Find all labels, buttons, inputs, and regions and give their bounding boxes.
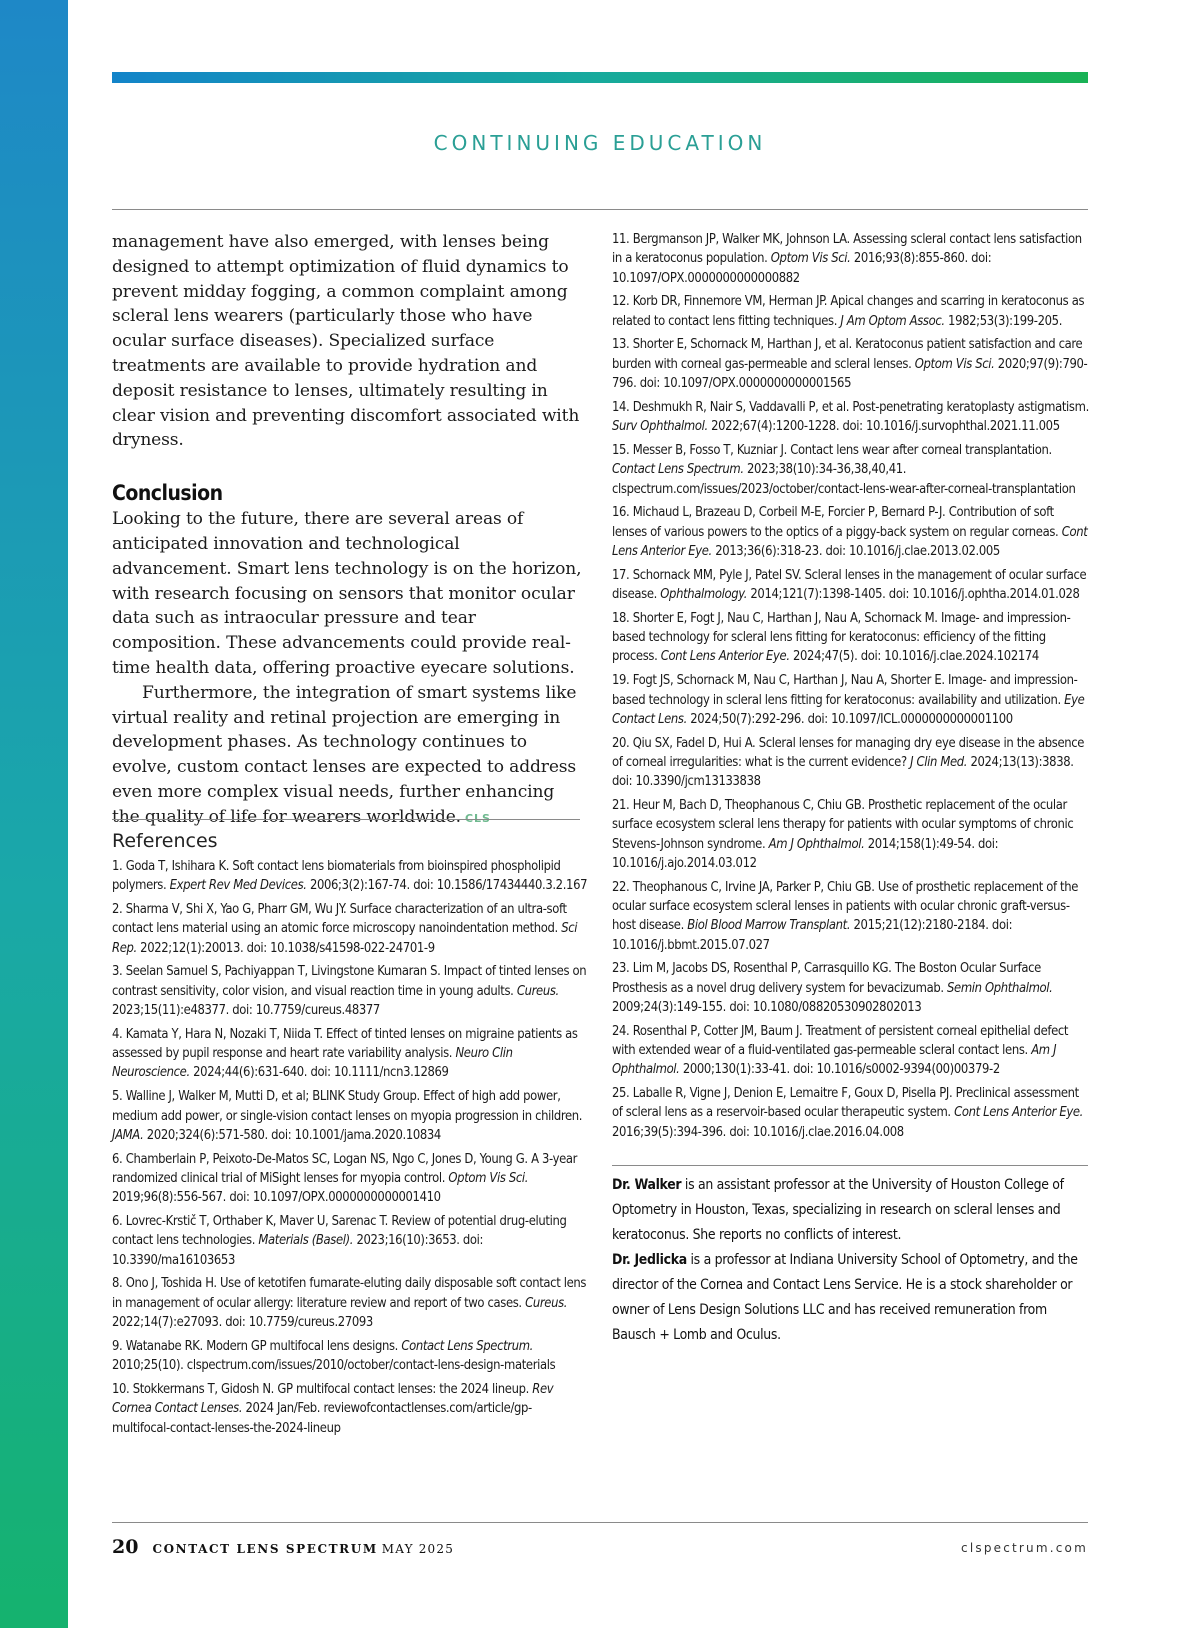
reference-citation: 2022;67(4):1200-1228. doi: 10.1016/j.survophthal.2021.11.005 (707, 419, 1060, 435)
reference-text: 5. Walline J, Walker M, Mutti D, et al; BLINK Study Group. Effect of high add power, medium add power, or single-vision contact lenses on myopia progression in children. (112, 1089, 583, 1124)
reference-citation: 2020;324(6):571-580. doi: 10.1001/jama.2020.10834 (143, 1127, 441, 1143)
issue-date: MAY 2025 (381, 1542, 455, 1556)
reference-text: 6. Lovrec-Krstič T, Orthaber K, Maver U, Sarenac T. Review of potential drug-eluting contact lens technologies. (112, 1214, 567, 1249)
reference-journal: Expert Rev Med Devices. (169, 878, 307, 894)
reference-journal: Neuro Clin Neuroscience. (112, 1046, 513, 1081)
reference-text: 16. Michaud L, Brazeau D, Corbeil M-E, Forcier P, Bernard P-J. Contribution of soft lenses of various powers to the optics of a piggy-back system on regular corneas. (612, 505, 1062, 540)
reference-text: 3. Seelan Samuel S, Pachiyappan T, Livingstone Kumaran S. Impact of tinted lenses on contrast sensitivity, color vision, and visual reaction time in young adults. (112, 964, 587, 999)
reference-item (112, 900, 588, 958)
reference-text: 24. Rosenthal P, Cotter JM, Baum J. Treatment of persistent corneal epithelial defect with extended wear of a fluid-ventilated gas-permeable scleral contact lens. (612, 1023, 1069, 1059)
reference-citation: 2022;14(7):e27093. doi: 10.7759/cureus.27093 (112, 1315, 373, 1331)
reference-journal: Cont Lens Anterior Eye. (612, 524, 1088, 559)
reference-text: 4. Kamata Y, Hara N, Nozaki T, Niida T. Effect of tinted lenses on migraine patients as assessed by pupil response and heart rate variability analysis. (112, 1026, 578, 1062)
reference-text: 2. Sharma V, Shi X, Yao G, Pharr GM, Wu JY. Surface characterization of an ultra-soft contact lens material using an atomic force microscopy nanoindentation method. (112, 902, 567, 937)
reference-text: 22. Theophanous C, Irvine JA, Parker P, Chiu GB. Use of prosthetic replacement of the ocular surface ecosystem scleral lenses in patients with ocular chronic graft-versus-host disease. (612, 879, 1079, 934)
reference-journal: Surv Ophthalmol. (612, 419, 708, 435)
paragraph-text: Furthermore, the integration of smart systems like virtual reality and retinal projection are emerging in development phases. As technology continues to evolve, custom contact lenses are expected to address even more complex visual needs, further enhancing the quality of life for wearers worldwide. (112, 682, 577, 827)
footer-left (112, 1536, 454, 1558)
reference-citation: 2024 Jan/Feb. reviewofcontactlenses.com/article/gp-multifocal-contact-lenses-the-2024-lineup (112, 1401, 532, 1436)
reference-journal: Optom Vis Sci. (448, 1170, 529, 1186)
references-list-left (112, 857, 588, 1442)
reference-item (612, 292, 1090, 331)
reference-item (612, 335, 1090, 393)
reference-item (612, 566, 1090, 605)
body-paragraph (112, 681, 582, 832)
reference-journal: Rev Cornea Contact Lenses. (112, 1381, 554, 1417)
reference-journal: Cureus. (525, 1295, 568, 1311)
reference-item (612, 1022, 1090, 1080)
reference-citation: 2024;47(5). doi: 10.1016/j.clae.2024.102174 (789, 649, 1039, 665)
reference-text: 1. Goda T, Ishihara K. Soft contact lens biomaterials from bioinspired phospholipid polymers. (112, 859, 561, 894)
reference-item (112, 1087, 588, 1145)
page-number: 20 (112, 1536, 139, 1558)
reference-journal: JAMA. (112, 1127, 144, 1143)
reference-citation: 1982;53(3):199-205. (944, 313, 1063, 329)
reference-journal: Am J Ophthalmol. (768, 836, 865, 852)
reference-citation: 2016;93(8):855-860. doi: 10.1097/OPX.0000000000000882 (612, 251, 992, 286)
reference-text: 23. Lim M, Jacobs DS, Rosenthal P, Carrasquillo KG. The Boston Ocular Surface Prosthesis as a novel drug delivery system for bevacizumab. (612, 961, 1041, 996)
reference-journal: Optom Vis Sci. (770, 251, 851, 267)
reference-text: 18. Shorter E, Fogt J, Nau C, Harthan J, Nau A, Schornack M. Image- and impression-based technology for scleral lens fitting for keratoconus: efficiency of the fitting process. (612, 610, 1071, 665)
section-label: CONTINUING EDUCATION (433, 131, 767, 155)
reference-citation: 2024;13(13):3838. doi: 10.3390/jcm13133838 (612, 754, 1074, 790)
reference-item (112, 857, 588, 896)
reference-text: 17. Schornack MM, Pyle J, Patel SV. Scleral lenses in the management of ocular surface disease. (612, 567, 1087, 603)
reference-item (112, 1380, 588, 1438)
footer-rule (112, 1522, 1088, 1523)
reference-item (612, 441, 1090, 499)
reference-journal: Cureus. (516, 983, 559, 999)
references-rule (112, 819, 580, 820)
references-title: References (112, 830, 218, 852)
reference-journal: Ophthalmology. (660, 587, 748, 603)
reference-citation: 2020;97(9):790-796. doi: 10.1097/OPX.0000000000001565 (612, 356, 1088, 392)
reference-text: 10. Stokkermans T, Gidosh N. GP multifocal contact lenses: the 2024 lineup. (112, 1381, 533, 1397)
end-mark: CLS (464, 811, 491, 825)
reference-text: 9. Watanabe RK. Modern GP multifocal lens designs. (112, 1338, 402, 1354)
reference-journal: Optom Vis Sci. (914, 356, 995, 372)
conclusion-heading: Conclusion (112, 481, 223, 506)
reference-item (612, 609, 1090, 667)
reference-citation: 2000;130(1):33-41. doi: 10.1016/s0002-9394(00)00379-2 (679, 1062, 1000, 1078)
reference-journal: Sci Rep. (112, 921, 578, 956)
article-body (112, 230, 582, 832)
reference-journal: Cont Lens Anterior Eye. (954, 1105, 1084, 1121)
reference-text: 12. Korb DR, Finnemore VM, Herman JP. Apical changes and scarring in keratoconus as related to contact lens fitting techniques. (612, 294, 1085, 329)
reference-journal: Materials (Basel). (258, 1233, 354, 1249)
reference-item (112, 1274, 588, 1332)
reference-citation: 2023;16(10):3653. doi: 10.3390/ma16103653 (112, 1233, 484, 1268)
reference-text: 19. Fogt JS, Schornack M, Nau C, Harthan J, Nau A, Shorter E. Image- and impression-based technology in scleral lens fitting for keratoconus: availability and utilization. (612, 673, 1078, 708)
reference-item (612, 398, 1090, 437)
reference-citation: 2019;96(8):556-567. doi: 10.1097/OPX.0000000000001410 (112, 1190, 441, 1206)
reference-text: 25. Laballe R, Vigne J, Denion E, Lemaitre F, Goux D, Pisella PJ. Preclinical assessment of scleral lens as a reservoir-based ocular therapeutic system. (612, 1086, 1079, 1121)
reference-citation: 2014;121(7):1398-1405. doi: 10.1016/j.ophtha.2014.01.028 (747, 587, 1080, 603)
body-paragraph: Looking to the future, there are several areas of anticipated innovation and technological advancement. Smart lens technology is on the horizon, with research focusing on sensors that monitor ocular data such as intraocular pressure and tear composition. These advancements could provide real-time health data, offering proactive eyecare solutions. (112, 509, 582, 678)
reference-journal: J Clin Med. (910, 754, 968, 770)
side-color-bar (0, 0, 68, 1628)
reference-journal: J Am Optom Assoc. (840, 313, 945, 329)
reference-text: 13. Shorter E, Schornack M, Harthan J, et al. Keratoconus patient satisfaction and care burden with corneal gas-permeable and scleral lenses. (612, 337, 1083, 372)
reference-journal: Eye Contact Lens. (612, 692, 1085, 727)
reference-text: 14. Deshmukh R, Nair S, Vaddavalli P, et al. Post-penetrating keratoplasty astigmatism. (612, 399, 1089, 415)
bio-rule (612, 1165, 1088, 1166)
reference-citation: 2022;12(1):20013. doi: 10.1038/s41598-022-24701-9 (136, 940, 435, 956)
reference-item (612, 1084, 1090, 1142)
reference-journal: Biol Blood Marrow Transplant. (687, 918, 851, 934)
reference-citation: 2014;158(1):49-54. doi: 10.1016/j.ajo.2014.03.012 (612, 836, 999, 871)
top-color-bar (112, 72, 1088, 83)
author-bio (612, 1248, 1090, 1348)
reference-citation: 2009;24(3):149-155. doi: 10.1080/08820530902802013 (612, 999, 922, 1015)
author-name: Dr. Walker (612, 1177, 682, 1193)
reference-text: 11. Bergmanson JP, Walker MK, Johnson LA. Assessing scleral contact lens satisfaction in a keratoconus population. (612, 232, 1082, 267)
reference-citation: 2013;36(6):318-23. doi: 10.1016/j.clae.2013.02.005 (711, 543, 1000, 559)
reference-text: 8. Ono J, Toshida H. Use of ketotifen fumarate-eluting daily disposable soft contact lens in management of ocular allergy: literature review and report of two cases. (112, 1276, 587, 1311)
reference-citation: 2023;38(10):34-36,38,40,41. clspectrum.com/issues/2023/october/contact-lens-wear-after-corneal-transplantation (612, 462, 1076, 497)
reference-item (112, 1150, 588, 1208)
reference-citation: 2024;50(7):292-296. doi: 10.1097/ICL.0000000000001100 (686, 711, 1013, 727)
reference-text: 21. Heur M, Bach D, Theophanous C, Chiu GB. Prosthetic replacement of the ocular surface ecosystem scleral lens therapy for patients with ocular symptoms of chronic Stevens-Johnson syndrome. (612, 798, 1074, 852)
reference-item (112, 1025, 588, 1083)
reference-text: 20. Qiu SX, Fadel D, Hui A. Scleral lenses for managing dry eye disease in the absence of corneal irregularities: what is the current evidence? (612, 735, 1085, 770)
reference-item (612, 959, 1090, 1017)
header-rule (112, 209, 1088, 210)
reference-citation: 2015;21(12):2180-2184. doi: 10.1016/j.bbmt.2015.07.027 (612, 918, 1013, 953)
reference-text: 6. Chamberlain P, Peixoto-De-Matos SC, Logan NS, Ngo C, Jones D, Young G. A 3-year randomized clinical trial of MiSight lenses for myopia control. (112, 1151, 578, 1186)
reference-item (612, 734, 1090, 792)
reference-text: 15. Messer B, Fosso T, Kuzniar J. Contact lens wear after corneal transplantation. (612, 442, 1052, 458)
author-bio-text: is an assistant professor at the University of Houston College of Optometry in Houston, Texas, specializing in research on scleral lenses and keratoconus. She reports no conflicts of interest. (612, 1177, 1064, 1243)
reference-citation: 2024;44(6):631-640. doi: 10.1111/ncn3.12869 (189, 1065, 449, 1081)
reference-citation: 2006;3(2):167-74. doi: 10.1586/17434440.3.2.167 (306, 878, 588, 894)
references-list-right (612, 230, 1090, 1147)
author-name: Dr. Jedlicka (612, 1252, 687, 1268)
body-paragraph: management have also emerged, with lenses being designed to attempt optimization of fluid dynamics to prevent midday fogging, a common complaint among scleral lens wearers (particularly those who have ocular surface diseases). Specialized surface treatments are available to provide hydration and deposit resistance to lenses, ultimately resulting in clear vision and preventing discomfort associated with dryness. (112, 232, 580, 451)
author-bio-text: is a professor at Indiana University School of Optometry, and the director of the Cornea and Contact Lens Service. He is a stock shareholder or owner of Lens Design Solutions LLC and has received remuneration from Bausch + Lomb and Oculus. (612, 1252, 1078, 1343)
reference-journal: Am J Ophthalmol. (612, 1043, 1057, 1078)
reference-item (112, 962, 588, 1020)
author-bio (612, 1173, 1090, 1248)
magazine-name: CONTACT LENS SPECTRUM (152, 1542, 378, 1556)
reference-item (112, 1212, 588, 1270)
reference-journal: Semin Ophthalmol. (947, 980, 1053, 996)
reference-citation: 2016;39(5):394-396. doi: 10.1016/j.clae.2016.04.008 (612, 1124, 904, 1140)
reference-journal: Contact Lens Spectrum. (401, 1338, 533, 1354)
author-bios (612, 1173, 1090, 1348)
reference-citation: 2023;15(11):e48377. doi: 10.7759/cureus.48377 (112, 1003, 380, 1019)
reference-item (612, 796, 1090, 873)
website: clspectrum.com (961, 1541, 1088, 1555)
reference-journal: Cont Lens Anterior Eye. (660, 649, 790, 665)
reference-item (112, 1337, 588, 1376)
reference-item (612, 878, 1090, 955)
reference-item (612, 503, 1090, 561)
reference-item (612, 671, 1090, 729)
reference-journal: Contact Lens Spectrum. (612, 462, 744, 478)
reference-citation: 2010;25(10). clspectrum.com/issues/2010/october/contact-lens-design-materials (112, 1358, 556, 1374)
reference-item (612, 230, 1090, 288)
